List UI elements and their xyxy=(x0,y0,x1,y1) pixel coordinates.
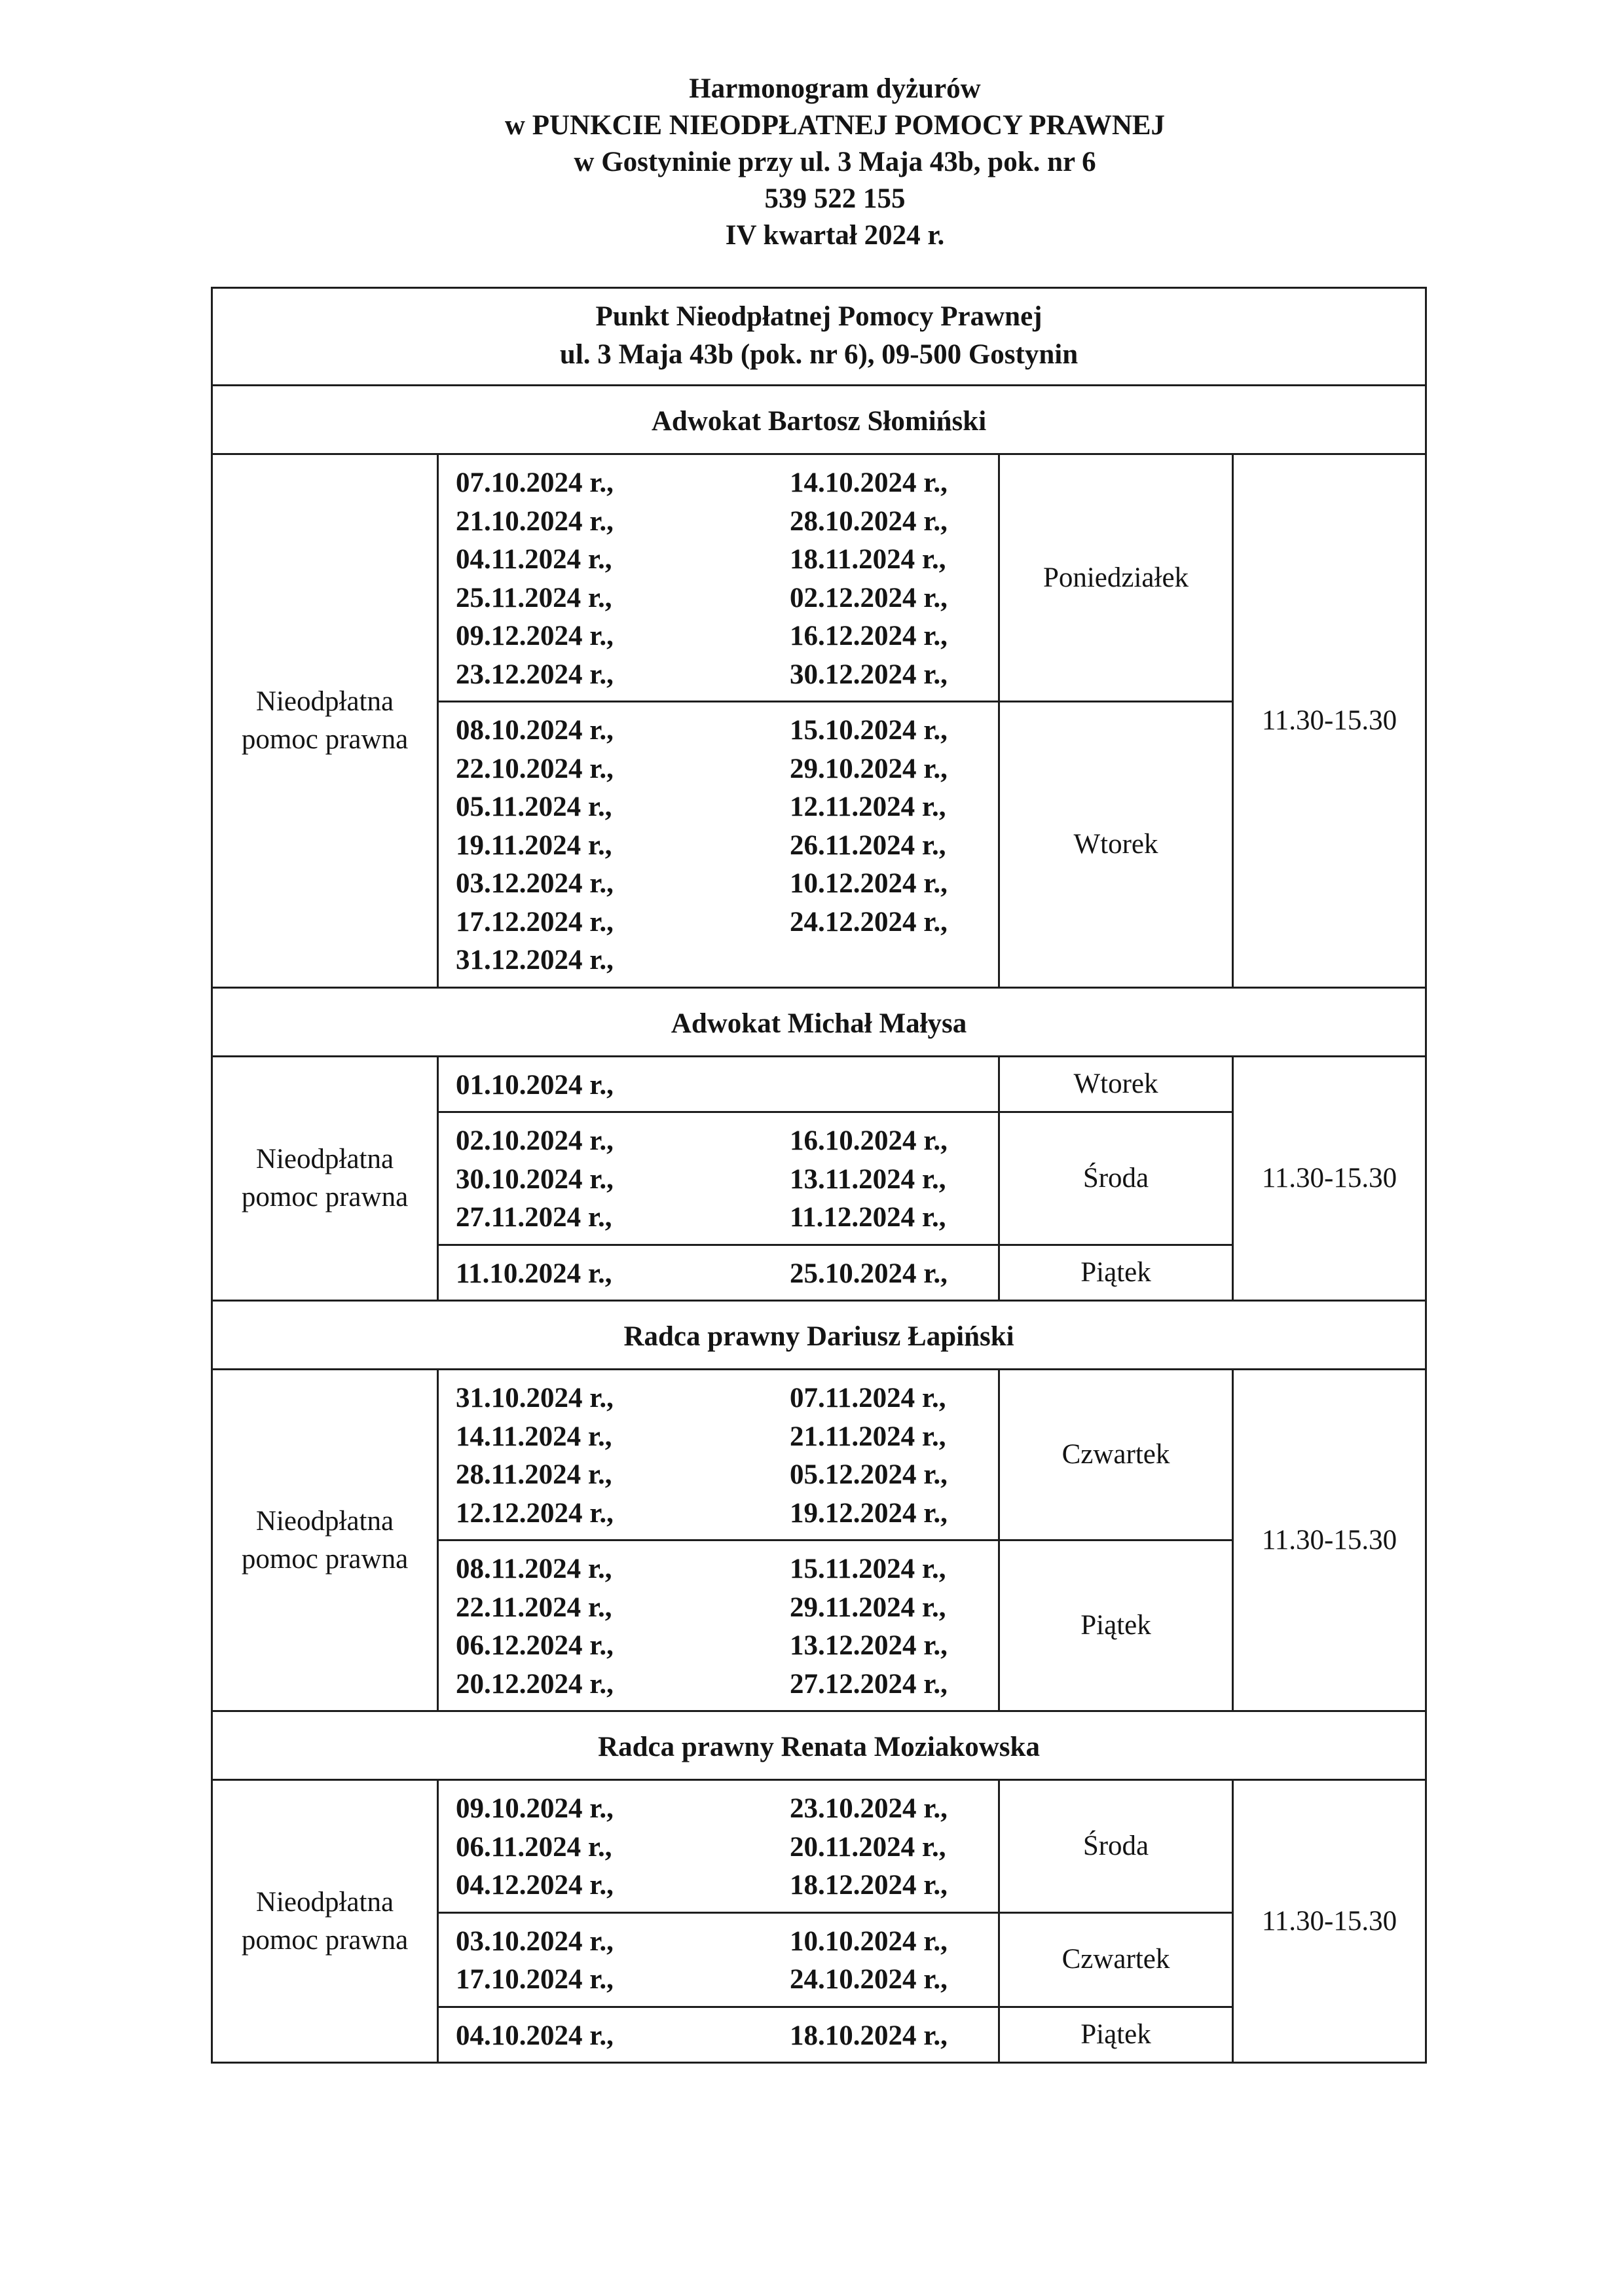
duty-date: 04.11.2024 r., xyxy=(456,544,612,575)
weekday: Środa xyxy=(999,1112,1233,1245)
header-phone: 539 522 155 xyxy=(764,183,906,214)
duty-date: 15.10.2024 r., xyxy=(790,715,948,746)
duty-date: 19.11.2024 r., xyxy=(456,829,612,861)
duty-date: 31.10.2024 r., xyxy=(456,1383,614,1413)
dates-list xyxy=(439,1541,998,1710)
duty-date: 02.10.2024 r., xyxy=(456,1125,614,1156)
dates-list xyxy=(439,1370,998,1539)
duty-date: 16.12.2024 r., xyxy=(790,621,948,651)
schedule-row xyxy=(212,454,1426,702)
dates-list xyxy=(439,455,998,701)
duty-date: 14.11.2024 r., xyxy=(456,1421,612,1452)
weekday: Wtorek xyxy=(999,702,1233,988)
duty-date: 23.10.2024 r., xyxy=(790,1793,948,1824)
dates-cell xyxy=(438,1112,999,1245)
service-type-line: pomoc prawna xyxy=(241,1181,409,1212)
duty-date: 27.11.2024 r., xyxy=(456,1202,612,1233)
duty-date: 25.10.2024 r., xyxy=(790,1258,948,1289)
duty-date: 09.12.2024 r., xyxy=(456,621,614,651)
duty-date: 18.10.2024 r., xyxy=(790,2020,948,2051)
duty-date: 31.12.2024 r., xyxy=(456,945,614,975)
duty-date: 07.11.2024 r., xyxy=(790,1383,946,1413)
dates-list xyxy=(439,1057,998,1112)
duty-date: 10.10.2024 r., xyxy=(790,1925,948,1957)
lawyer-row xyxy=(212,1711,1426,1780)
service-type-line: pomoc prawna xyxy=(241,1543,409,1575)
duty-date: 12.11.2024 r., xyxy=(790,792,946,822)
schedule-row xyxy=(212,1780,1426,1913)
header-title: Harmonogram dyżurów xyxy=(689,73,981,104)
duty-date: 08.10.2024 r., xyxy=(456,715,614,746)
schedule-row xyxy=(212,1056,1426,1112)
lawyer-name: Adwokat Bartosz Słomiński xyxy=(212,386,1426,454)
weekday: Czwartek xyxy=(999,1370,1233,1540)
document-header xyxy=(0,71,1624,254)
duty-date: 13.12.2024 r., xyxy=(790,1630,948,1661)
lawyer-name: Adwokat Michał Małysa xyxy=(212,987,1426,1056)
header-address: w Gostyninie przy ul. 3 Maja 43b, pok. nr 6 xyxy=(574,147,1096,177)
dates-list xyxy=(439,1113,998,1244)
service-type-line: Nieodpłatna xyxy=(255,1886,394,1918)
duty-date: 29.11.2024 r., xyxy=(790,1592,946,1623)
duty-hours: 11.30-15.30 xyxy=(1233,1056,1426,1301)
dates-cell xyxy=(438,1245,999,1301)
dates-cell xyxy=(438,1540,999,1711)
duty-date: 20.11.2024 r., xyxy=(790,1831,946,1863)
duty-date: 11.12.2024 r., xyxy=(790,1202,946,1233)
duty-date: 04.10.2024 r., xyxy=(456,2020,614,2051)
service-type xyxy=(212,1370,438,1711)
lawyer-row xyxy=(212,987,1426,1056)
duty-date: 14.10.2024 r., xyxy=(790,467,948,498)
duty-date: 24.12.2024 r., xyxy=(790,906,948,938)
lawyer-name: Radca prawny Dariusz Łapiński xyxy=(212,1301,1426,1370)
duty-date: 03.12.2024 r., xyxy=(456,868,614,899)
duty-date: 29.10.2024 r., xyxy=(790,753,948,784)
duty-date: 15.11.2024 r., xyxy=(790,1554,946,1584)
dates-cell xyxy=(438,1370,999,1540)
duty-date: 07.10.2024 r., xyxy=(456,467,614,498)
duty-date: 26.11.2024 r., xyxy=(790,829,946,861)
duty-date: 28.11.2024 r., xyxy=(456,1459,612,1490)
duty-date: 05.11.2024 r., xyxy=(456,792,612,822)
org-header-row xyxy=(212,288,1426,386)
org-address: ul. 3 Maja 43b (pok. nr 6), 09-500 Gostynin xyxy=(559,339,1079,370)
duty-date: 05.12.2024 r., xyxy=(790,1459,948,1490)
duty-date: 12.12.2024 r., xyxy=(456,1497,614,1529)
duty-date: 28.10.2024 r., xyxy=(790,505,948,537)
weekday: Piątek xyxy=(999,2007,1233,2063)
duty-date: 25.11.2024 r., xyxy=(456,582,612,613)
dates-list xyxy=(439,1781,998,1912)
duty-hours: 11.30-15.30 xyxy=(1233,1370,1426,1711)
weekday: Czwartek xyxy=(999,1912,1233,2007)
header-quarter: IV kwartał 2024 r. xyxy=(725,220,945,251)
lawyer-name: Radca prawny Renata Moziakowska xyxy=(212,1711,1426,1780)
duty-date: 17.12.2024 r., xyxy=(456,906,614,938)
duty-date: 17.10.2024 r., xyxy=(456,1964,614,1995)
duty-date: 02.12.2024 r., xyxy=(790,582,948,613)
weekday: Środa xyxy=(999,1780,1233,1913)
duty-date: 22.10.2024 r., xyxy=(456,753,614,784)
duty-date: 22.11.2024 r., xyxy=(456,1592,612,1623)
dates-list xyxy=(439,1246,998,1300)
duty-hours: 11.30-15.30 xyxy=(1233,454,1426,988)
service-type-line: Nieodpłatna xyxy=(255,1505,394,1537)
duty-schedule-table xyxy=(211,287,1427,2064)
duty-date: 16.10.2024 r., xyxy=(790,1125,948,1156)
duty-date: 03.10.2024 r., xyxy=(456,1925,614,1957)
service-type xyxy=(212,1056,438,1301)
schedule-row xyxy=(212,1370,1426,1540)
header-subtitle: w PUNKCIE NIEODPŁATNEJ POMOCY PRAWNEJ xyxy=(504,110,1166,141)
duty-date: 09.10.2024 r., xyxy=(456,1793,614,1824)
duty-date: 13.11.2024 r., xyxy=(790,1163,946,1195)
service-type xyxy=(212,454,438,988)
service-type-line: pomoc prawna xyxy=(241,723,409,755)
dates-cell xyxy=(438,702,999,988)
duty-date: 27.12.2024 r., xyxy=(790,1668,948,1700)
duty-date: 11.10.2024 r., xyxy=(456,1258,612,1289)
duty-date: 08.11.2024 r., xyxy=(456,1554,612,1584)
weekday: Poniedziałek xyxy=(999,454,1233,702)
duty-hours: 11.30-15.30 xyxy=(1233,1780,1426,2063)
duty-date: 04.12.2024 r., xyxy=(456,1870,614,1901)
duty-date: 10.12.2024 r., xyxy=(790,868,948,899)
duty-date: 20.12.2024 r., xyxy=(456,1668,614,1700)
dates-cell xyxy=(438,1780,999,1913)
weekday: Wtorek xyxy=(999,1056,1233,1112)
lawyer-row xyxy=(212,386,1426,454)
dates-cell xyxy=(438,454,999,702)
service-type-line: Nieodpłatna xyxy=(255,685,394,717)
duty-date: 06.11.2024 r., xyxy=(456,1831,612,1863)
duty-date: 19.12.2024 r., xyxy=(790,1497,948,1529)
weekday: Piątek xyxy=(999,1540,1233,1711)
duty-date: 24.10.2024 r., xyxy=(790,1964,948,1995)
dates-list xyxy=(439,1914,998,2006)
service-type-line: Nieodpłatna xyxy=(255,1143,394,1175)
duty-date: 30.10.2024 r., xyxy=(456,1163,614,1195)
org-header-cell xyxy=(212,288,1426,386)
duty-date: 30.12.2024 r., xyxy=(790,659,948,690)
duty-date: 21.10.2024 r., xyxy=(456,505,614,537)
duty-date: 23.12.2024 r., xyxy=(456,659,614,690)
duty-date: 21.11.2024 r., xyxy=(790,1421,946,1452)
duty-date: 18.11.2024 r., xyxy=(790,544,946,575)
dates-list xyxy=(439,702,998,987)
dates-cell xyxy=(438,1912,999,2007)
dates-cell xyxy=(438,2007,999,2063)
weekday: Piątek xyxy=(999,1245,1233,1301)
duty-date: 06.12.2024 r., xyxy=(456,1630,614,1661)
org-name: Punkt Nieodpłatnej Pomocy Prawnej xyxy=(595,301,1043,332)
service-type-line: pomoc prawna xyxy=(241,1924,409,1956)
dates-cell xyxy=(438,1056,999,1112)
duty-date: 18.12.2024 r., xyxy=(790,1870,948,1901)
lawyer-row xyxy=(212,1301,1426,1370)
duty-date: 01.10.2024 r., xyxy=(456,1069,614,1101)
service-type xyxy=(212,1780,438,2063)
dates-list xyxy=(439,2008,998,2062)
